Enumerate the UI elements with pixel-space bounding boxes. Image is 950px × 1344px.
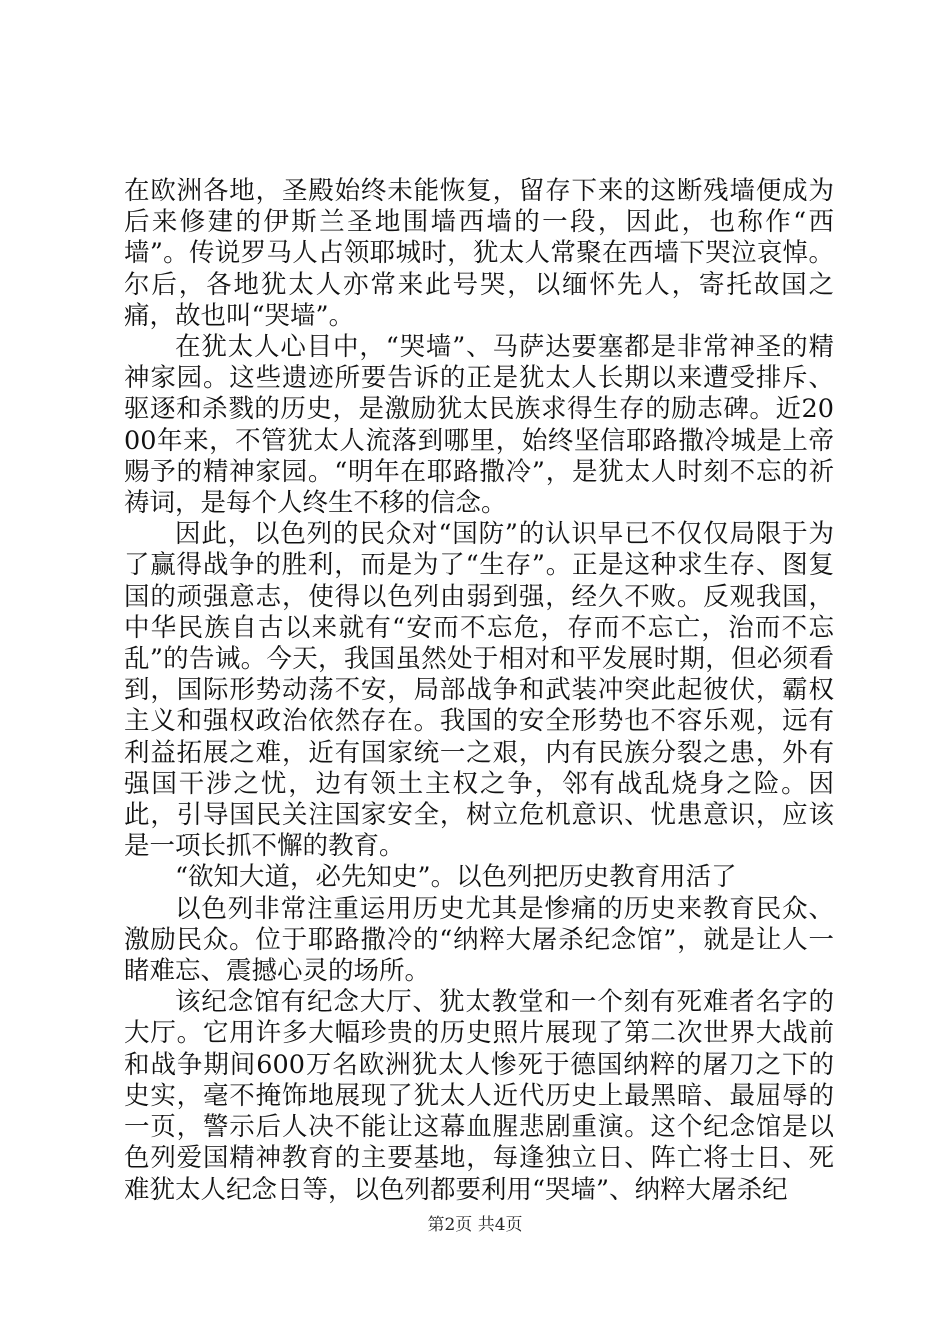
paragraph-2: 在犹太人心目中，“哭墙”、马萨达要塞都是非常神圣的精神家园。这些遗迹所要告诉的正是犹太人长期以来遭受排斥、驱逐和杀戮的历史，是激励犹太民族求得生存的励志碑。近2000年来，不管犹太人流落到哪里，始终坚信耶路撒冷城是上帝赐予的精神家园。“明年在耶路撒冷”，是犹太人时刻不忘的祈祷词，是每个人终生不移的信念。 [124, 332, 834, 519]
paragraph-4: “欲知大道，必先知史”。以色列把历史教育用活了 [175, 862, 737, 893]
body-text [124, 176, 834, 1206]
page-footer: 第2页 共4页 [427, 1215, 523, 1235]
paragraph-3: 因此，以色列的民众对“国防”的认识早已不仅仅局限于为了赢得战争的胜利，而是为了“生存”。正是这种求生存、图复国的顽强意志，使得以色列由弱到强，经久不败。反观我国，中华民族自古以来就有“安而不忘危，存而不忘亡，治而不忘乱”的告诫。今天，我国虽然处于相对和平发展时期，但必须看到，国际形势动荡不安，局部战争和武装冲突此起彼伏，霸权主义和强权政治依然存在。我国的安全形势也不容乐观，远有利益拓展之难，近有国家统一之艰，内有民族分裂之患，外有强国干涉之忧，边有领土主权之争，邻有战乱烧身之险。因此，引导国民关注国家安全，树立危机意识、忧患意识，应该是一项长抓不懈的教育。 [124, 519, 834, 862]
paragraph-1: 在欧洲各地，圣殿始终未能恢复，留存下来的这断残墙便成为后来修建的伊斯兰圣地围墙西墙的一段，因此，也称作“西墙”。传说罗马人占领耶城时，犹太人常聚在西墙下哭泣哀悼。尔后，各地犹太人亦常来此号哭，以缅怀先人，寄托故国之痛，故也叫“哭墙”。 [124, 176, 834, 331]
paragraph-5: 以色列非常注重运用历史尤其是惨痛的历史来教育民众、激励民众。位于耶路撒冷的“纳粹大屠杀纪念馆”，就是让人一睹难忘、震撼心灵的场所。 [124, 893, 834, 987]
paragraph-6: 该纪念馆有纪念大厅、犹太教堂和一个刻有死难者名字的大厅。它用许多大幅珍贵的历史照片展现了第二次世界大战前和战争期间600万名欧洲犹太人惨死于德国纳粹的屠刀之下的史实，毫不掩饰地展现了犹太人近代历史上最黑暗、最屈辱的一页，警示后人决不能让这幕血腥悲剧重演。这个纪念馆是以色列爱国精神教育的主要基地，每逢独立日、阵亡将士日、死难犹太人纪念日等，以色列都要利用“哭墙”、纳粹大屠杀纪 [124, 987, 834, 1205]
